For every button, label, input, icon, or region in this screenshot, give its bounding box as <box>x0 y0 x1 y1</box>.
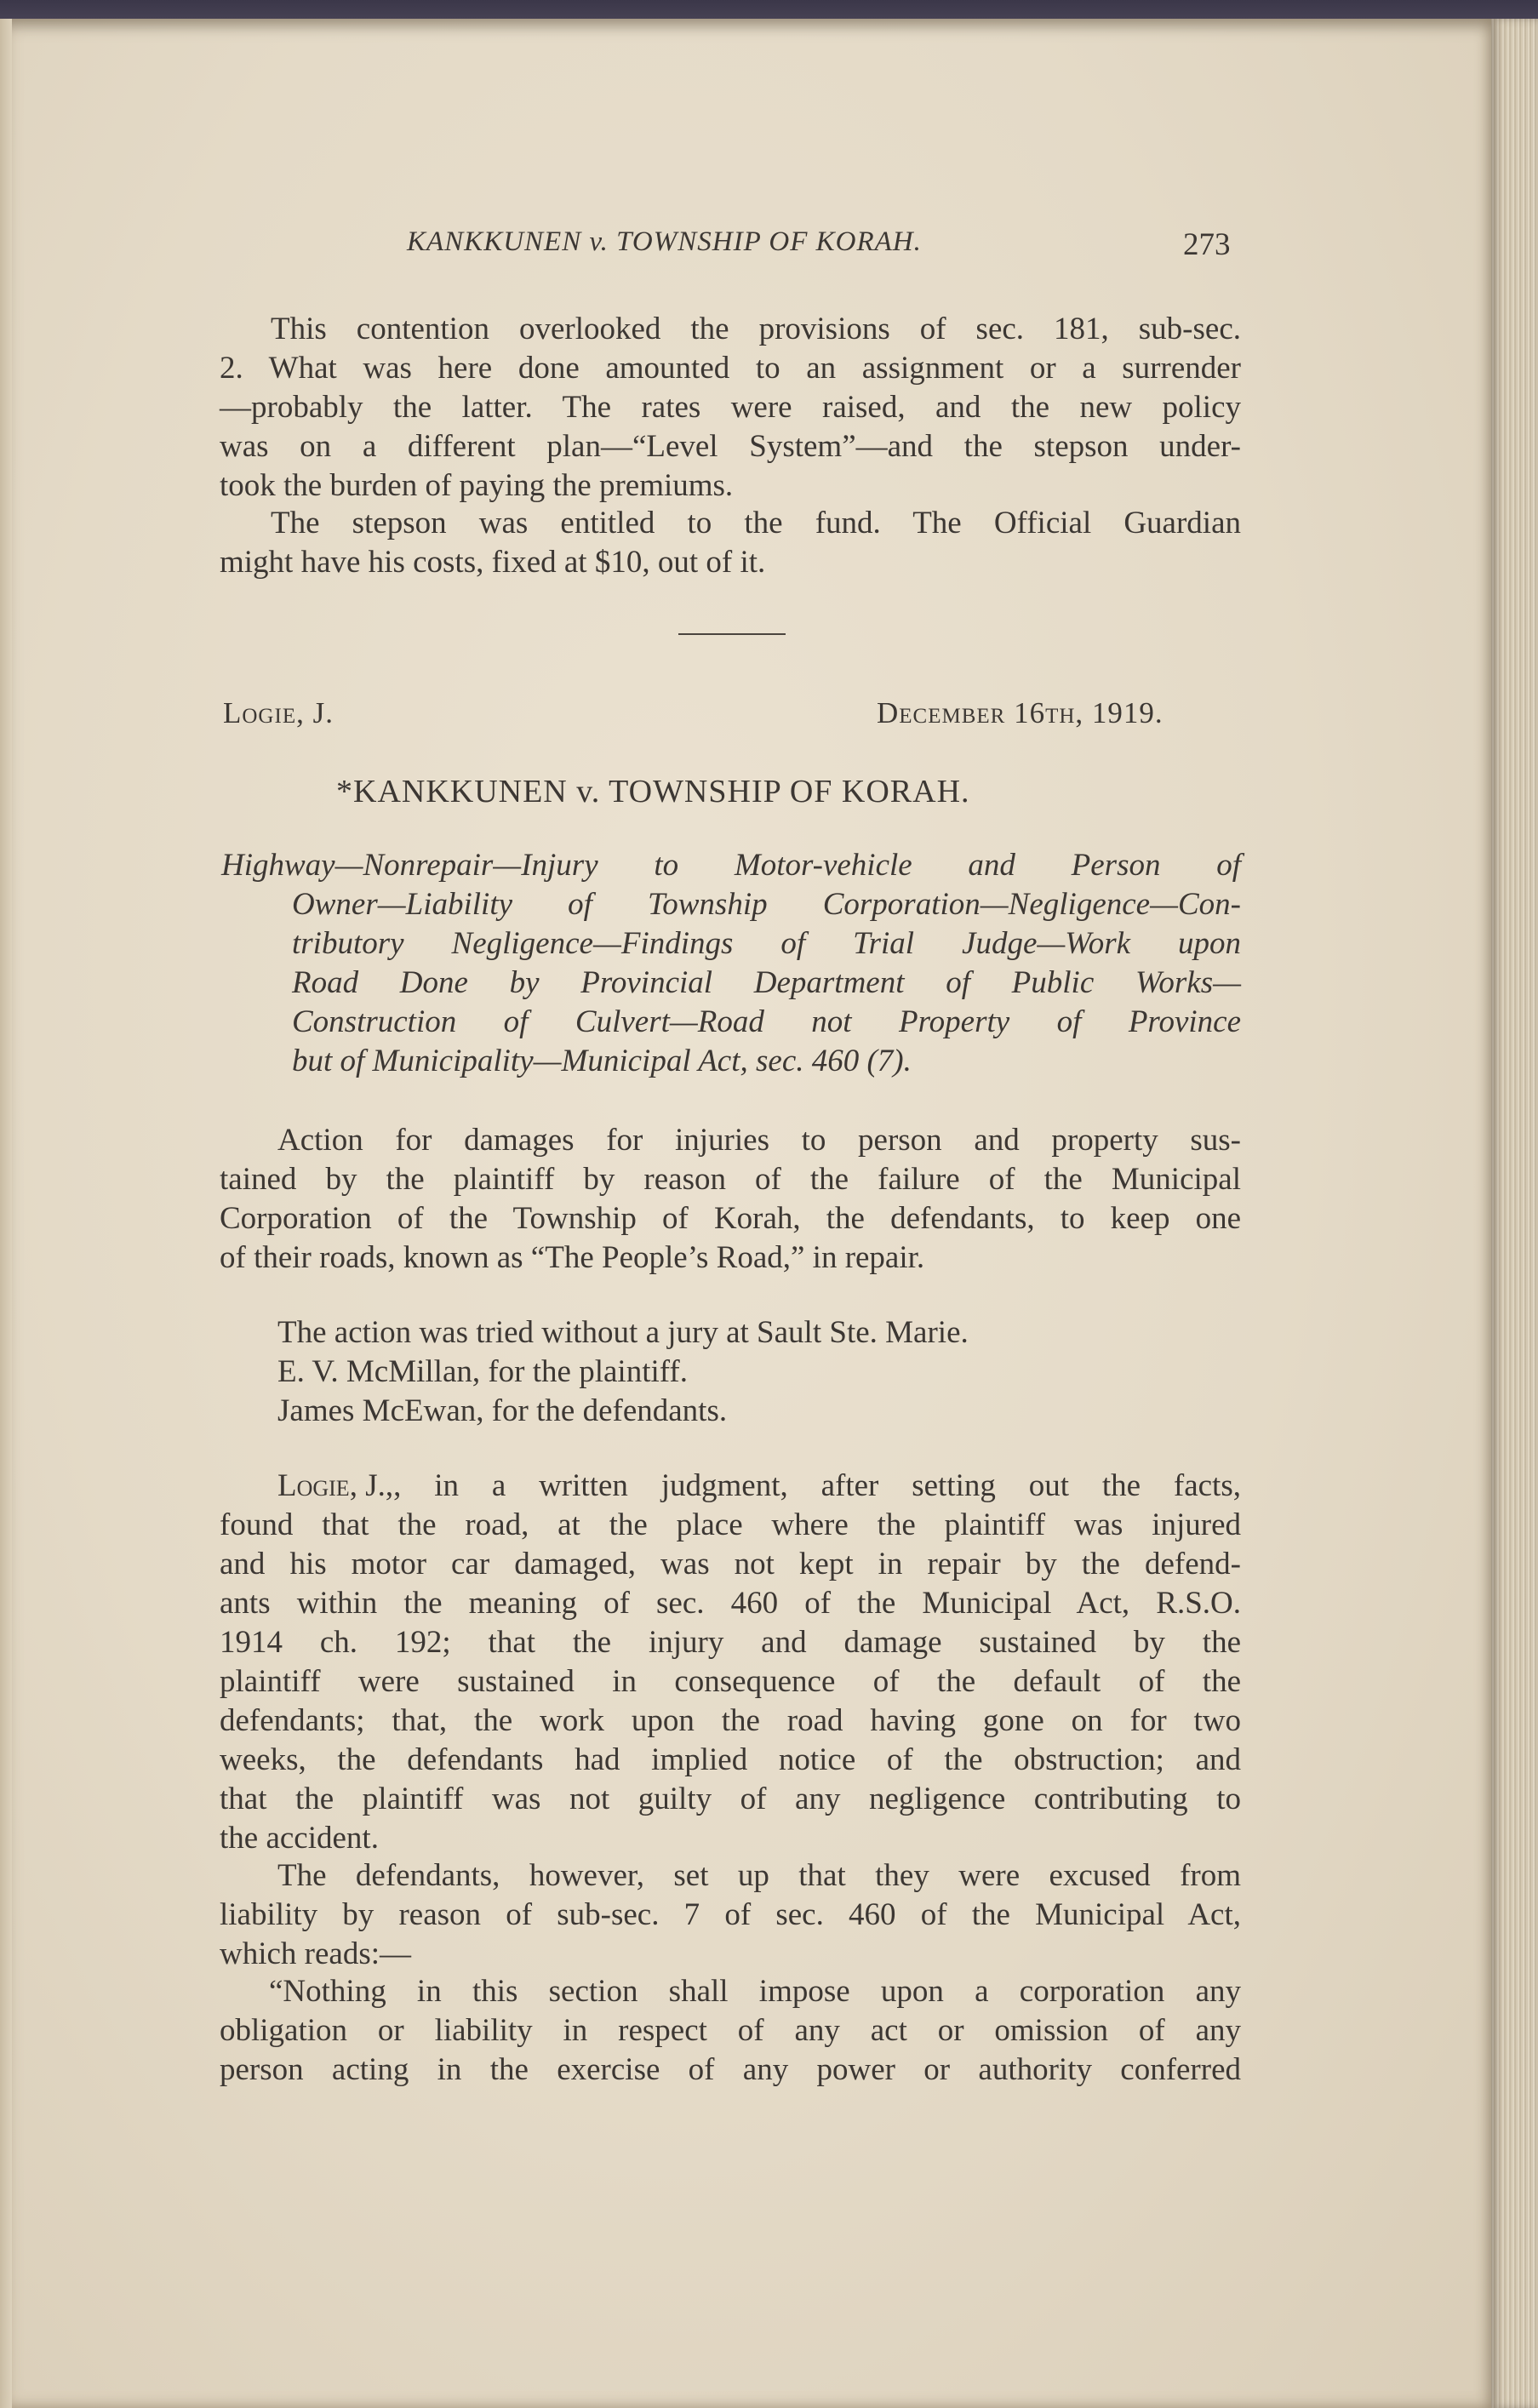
stacked-page-edges <box>1491 19 1538 2408</box>
headnote-line: Owner—Liability of Township Corporation—Negligence—Con- <box>292 887 1241 922</box>
section-divider <box>678 633 786 635</box>
text-line: This contention overlooked the provisions of sec. 181, sub-sec. <box>271 312 1241 346</box>
text-line: James McEwan, for the defendants. <box>277 1393 728 1428</box>
text-line: , in a written judgment, after setting out the facts, <box>393 1468 1241 1503</box>
text-line: 2. What was here done amounted to an assignment or a surrender <box>220 351 1241 386</box>
text-line: —probably the latter. The rates were raised, and the new policy <box>220 390 1241 425</box>
headnote-line: Highway—Nonrepair—Injury to Motor-vehicle and Person of <box>221 848 1241 883</box>
text-line: found that the road, at the place where the plaintiff was injured <box>220 1507 1241 1542</box>
quote-line: obligation or liability in respect of any act or omission of any <box>220 2013 1241 2048</box>
running-head-title: KANKKUNEN v. TOWNSHIP OF KORAH. <box>407 226 922 257</box>
text-line: The defendants, however, set up that they were excused from <box>277 1858 1241 1893</box>
case-title: *KANKKUNEN v. TOWNSHIP OF KORAH. <box>336 774 970 809</box>
text-line: might have his costs, fixed at $10, out of it. <box>220 545 766 580</box>
text-line: was on a different plan—“Level System”—and the stepson under- <box>220 429 1241 464</box>
page-number: 273 <box>1183 227 1231 262</box>
text-line: Action for damages for injuries to person and property sus- <box>277 1123 1241 1158</box>
judge-reference: Logie, J., <box>277 1468 394 1503</box>
judgment-date: December 16th, 1919. <box>877 696 1164 729</box>
text-line: 1914 ch. 192; that the injury and damage sustained by the <box>220 1625 1241 1660</box>
text-line: that the plaintiff was not guilty of any negligence contributing to <box>220 1782 1241 1816</box>
text-line: of their roads, known as “The People’s Road,” in repair. <box>220 1240 925 1275</box>
text-line: The action was tried without a jury at Sault Ste. Marie. <box>277 1315 969 1350</box>
text-line: E. V. McMillan, for the plaintiff. <box>277 1354 688 1389</box>
text-line: the accident. <box>220 1821 379 1856</box>
headnote-line: but of Municipality—Municipal Act, sec. 460 (7). <box>292 1044 912 1078</box>
text-line: and his motor car damaged, was not kept in repair by the defend- <box>220 1547 1241 1582</box>
text-line: ants within the meaning of sec. 460 of the Municipal Act, R.S.O. <box>220 1586 1241 1621</box>
text-line: took the burden of paying the premiums. <box>220 468 734 503</box>
judgment-first-line <box>277 1467 1241 1506</box>
text-line: liability by reason of sub-sec. 7 of sec. 460 of the Municipal Act, <box>220 1897 1241 1932</box>
text-line: tained by the plaintiff by reason of the failure of the Municipal <box>220 1162 1241 1197</box>
text-line: The stepson was entitled to the fund. The Official Guardian <box>271 506 1241 541</box>
headnote-line: Construction of Culvert—Road not Property of Province <box>292 1004 1241 1039</box>
text-line: defendants; that, the work upon the road having gone on for two <box>220 1703 1241 1738</box>
text-line: which reads:— <box>220 1936 412 1971</box>
quote-line: “Nothing in this section shall impose upon a corporation any <box>269 1974 1241 2009</box>
text-line: Corporation of the Township of Korah, the defendants, to keep one <box>220 1201 1241 1236</box>
headnote-line: Road Done by Provincial Department of Public Works— <box>292 965 1241 1000</box>
headnote-line: tributory Negligence—Findings of Trial Judge—Work upon <box>292 926 1241 961</box>
judge-name: Logie, J. <box>223 696 334 729</box>
text-line: weeks, the defendants had implied notice of the obstruction; and <box>220 1742 1241 1777</box>
text-line: plaintiff were sustained in consequence of the default of the <box>220 1664 1241 1699</box>
quote-line: person acting in the exercise of any power or authority conferred <box>220 2052 1241 2087</box>
left-page-edge <box>0 19 12 2408</box>
